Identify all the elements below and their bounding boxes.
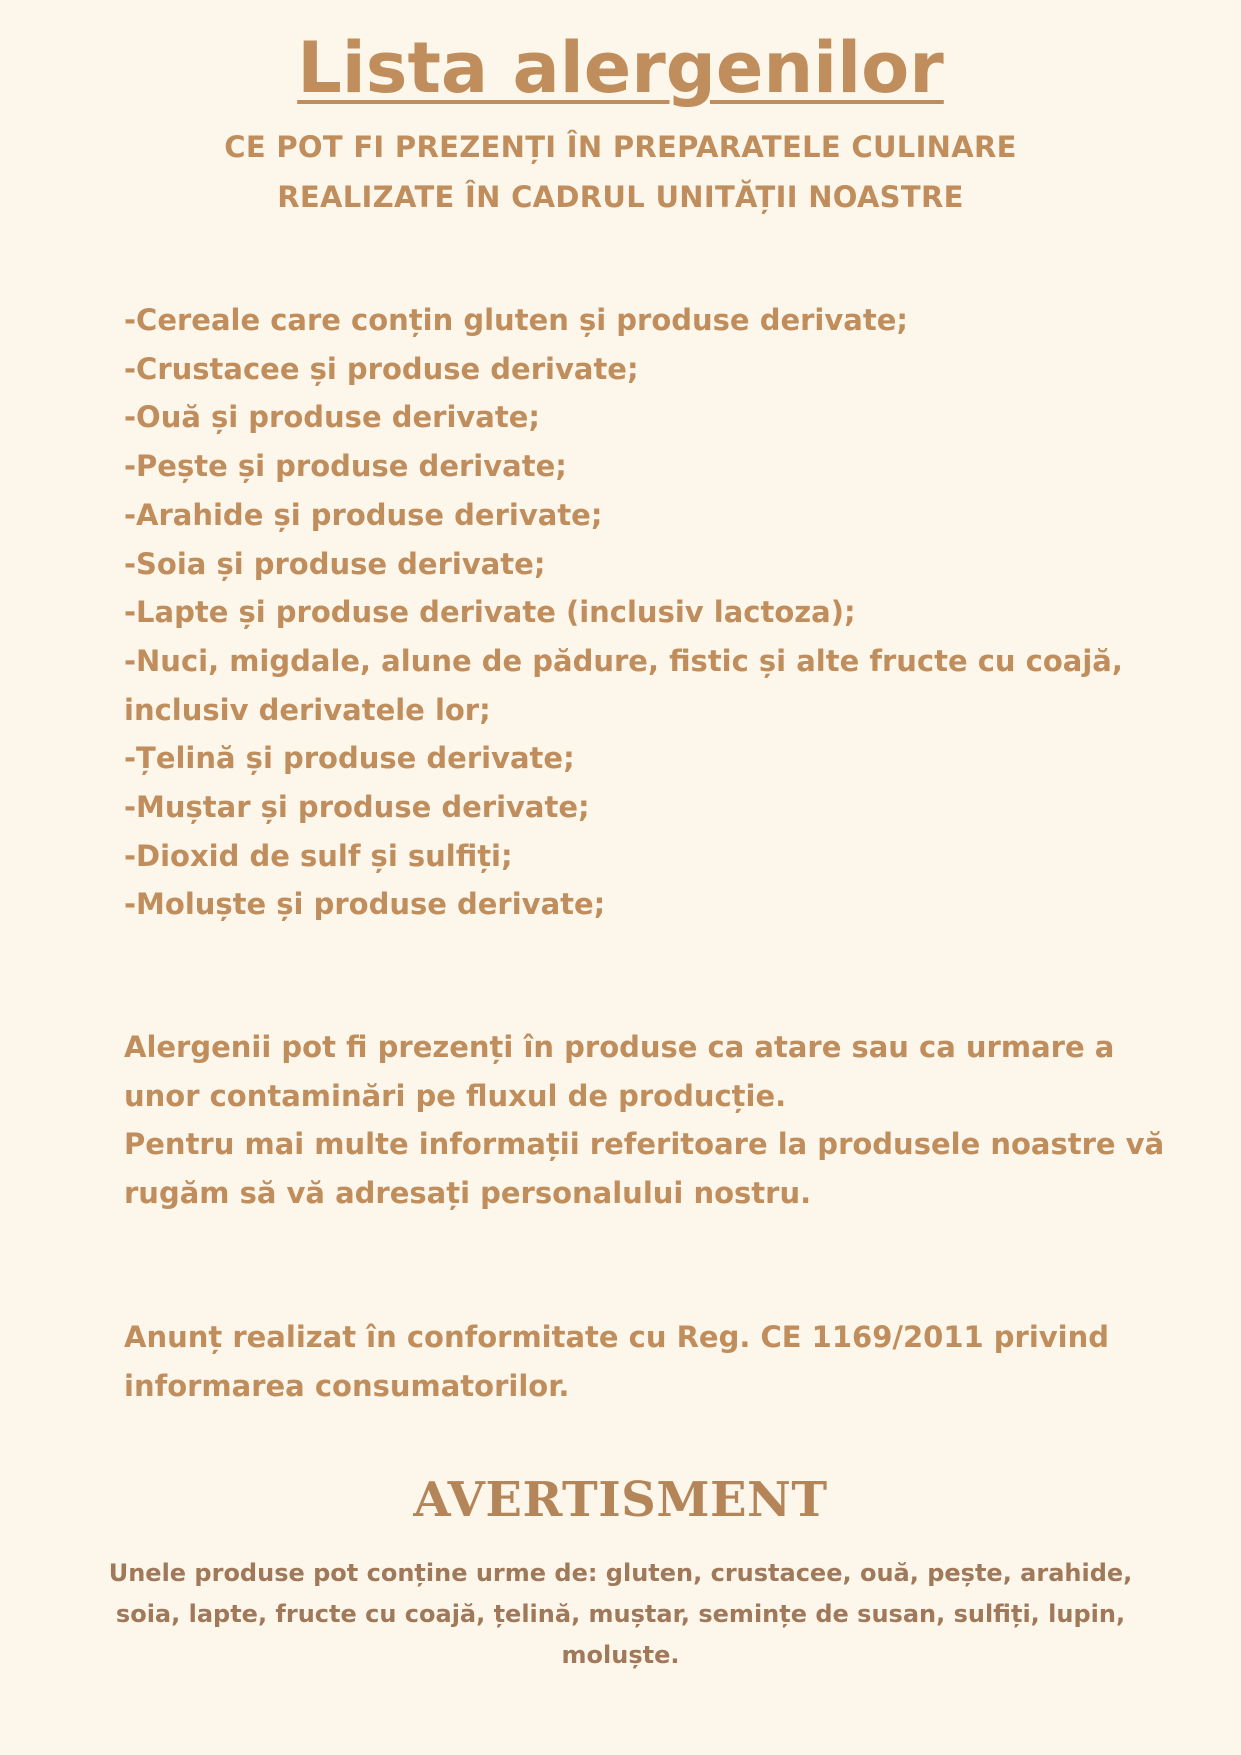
allergen-item: -Țelină și produse derivate; (124, 741, 575, 776)
subtitle-line: REALIZATE ÎN CADRUL UNITĂȚII NOASTRE (277, 180, 964, 214)
regulation-notice (124, 1313, 1144, 1410)
warning-line: moluște. (561, 1641, 680, 1669)
page-subtitle (0, 122, 1241, 222)
allergen-item: -Lapte și produse derivate (inclusiv lactoza); (124, 595, 856, 630)
allergen-list (124, 296, 1124, 929)
allergen-item-continuation: inclusiv derivatele lor; (124, 692, 491, 727)
contamination-notice (124, 1023, 1165, 1217)
allergen-item: -Cereale care conțin gluten și produse derivate; (124, 303, 908, 337)
notice-line: Alergenii pot fi prezenți în produse ca atare sau ca urmare a (124, 1030, 1115, 1064)
warning-text (0, 1553, 1241, 1676)
allergen-item: -Moluște și produse derivate; (124, 887, 606, 922)
notice-line: rugăm să vă adresați personalului nostru. (124, 1175, 812, 1210)
allergen-item: -Soia și produse derivate; (124, 546, 546, 581)
regulation-line: Anunț realizat în conformitate cu Reg. CE 1169/2011 privind (124, 1320, 1110, 1354)
allergen-item: -Ouă și produse derivate; (124, 400, 540, 435)
notice-line: Pentru mai multe informații referitoare la produsele noastre vă (124, 1127, 1165, 1161)
warning-title: AVERTISMENT (413, 1472, 828, 1528)
allergen-item: -Nuci, migdale, alune de pădure, fistic și alte fructe cu coajă, (124, 643, 1123, 678)
warning-line: soia, lapte, fructe cu coajă, țelină, muștar, semințe de susan, sulfiți, lupin, (115, 1600, 1126, 1628)
allergen-item: -Pește și produse derivate; (124, 449, 567, 484)
allergen-item: -Muștar și produse derivate; (124, 790, 590, 825)
subtitle-line: CE POT FI PREZENȚI ÎN PREPARATELE CULINARE (224, 130, 1017, 164)
notice-line: unor contaminări pe fluxul de producție. (124, 1078, 787, 1113)
allergen-item: -Arahide și produse derivate; (124, 497, 603, 532)
page-title: Lista alergenilor (297, 27, 944, 109)
regulation-line: informarea consumatorilor. (124, 1368, 570, 1403)
allergen-item: -Crustacee și produse derivate; (124, 351, 639, 386)
allergen-item: -Dioxid de sulf și sulfiți; (124, 838, 513, 873)
warning-line: Unele produse pot conține urme de: gluten, crustacee, ouă, pește, arahide, (108, 1559, 1133, 1587)
